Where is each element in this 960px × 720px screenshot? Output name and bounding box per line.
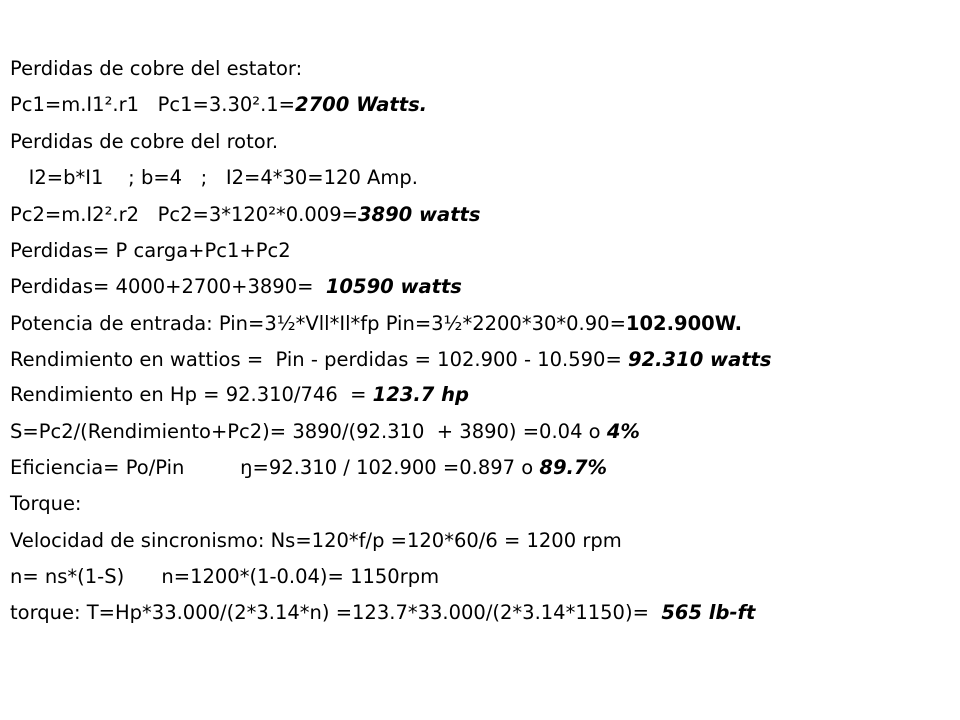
result-value: 565 lb-ft bbox=[661, 601, 756, 625]
output-watts-formula bbox=[10, 348, 950, 372]
torque-formula bbox=[10, 601, 950, 625]
formula-text: Perdidas= 4000+2700+3890= bbox=[10, 275, 326, 299]
formula-text: Pc2=m.I2².r2 Pc2=3*120²*0.009= bbox=[10, 202, 358, 226]
slip-formula bbox=[10, 420, 950, 444]
formula-text: Pc1=m.I1².r1 Pc1=3.30².1= bbox=[10, 93, 296, 117]
input-power-formula bbox=[10, 312, 950, 336]
result-value: 123.7 hp bbox=[372, 383, 469, 407]
formula-text: Rendimiento en Hp = 92.310/746 = bbox=[10, 383, 373, 407]
result-value: 3890 watts bbox=[357, 202, 481, 226]
total-losses-definition: Perdidas= P carga+Pc1+Pc2 bbox=[10, 238, 291, 262]
rotor-current-formula: I2=b*I1 ; b=4 ; I2=4*30=120 Amp. bbox=[10, 166, 418, 190]
formula-text: Rendimiento en wattios = Pin - perdidas = 102.900 - 10.590= bbox=[10, 348, 629, 372]
result-value: 4% bbox=[606, 419, 640, 443]
efficiency-formula bbox=[10, 456, 950, 480]
formula-text: torque: T=Hp*33.000/(2*3.14*n) =123.7*33.000/(2*3.14*1150)= bbox=[10, 601, 662, 625]
output-hp-formula bbox=[10, 383, 950, 407]
sync-speed-formula: Velocidad de sincronismo: Ns=120*f/p =120*60/6 = 1200 rpm bbox=[10, 528, 622, 552]
formula-text: Eficiencia= Po/Pin ŋ=92.310 / 102.900 =0.897 o bbox=[10, 455, 540, 479]
formula-text: Potencia de entrada: Pin=3½*Vll*Il*fp Pin=3½*2200*30*0.90= bbox=[10, 311, 626, 335]
rotor-losses-formula bbox=[10, 203, 950, 227]
result-value: 2700 Watts. bbox=[295, 93, 428, 117]
formula-text: S=Pc2/(Rendimiento+Pc2)= 3890/(92.310 + 3890) =0.04 o bbox=[10, 419, 607, 443]
rotor-losses-heading: Perdidas de cobre del rotor. bbox=[10, 129, 279, 153]
stator-losses-heading: Perdidas de cobre del estator: bbox=[10, 57, 303, 80]
stator-losses-formula bbox=[10, 93, 950, 117]
total-losses-formula bbox=[10, 275, 950, 299]
result-value: 92.310 watts bbox=[628, 348, 772, 372]
slide-content bbox=[10, 57, 950, 636]
result-value: 89.7% bbox=[539, 455, 608, 479]
result-value: 102.900W. bbox=[625, 311, 743, 335]
rotor-speed-formula: n= ns*(1-S) n=1200*(1-0.04)= 1150rpm bbox=[10, 565, 440, 589]
torque-heading: Torque: bbox=[10, 492, 82, 516]
result-value: 10590 watts bbox=[325, 275, 462, 299]
